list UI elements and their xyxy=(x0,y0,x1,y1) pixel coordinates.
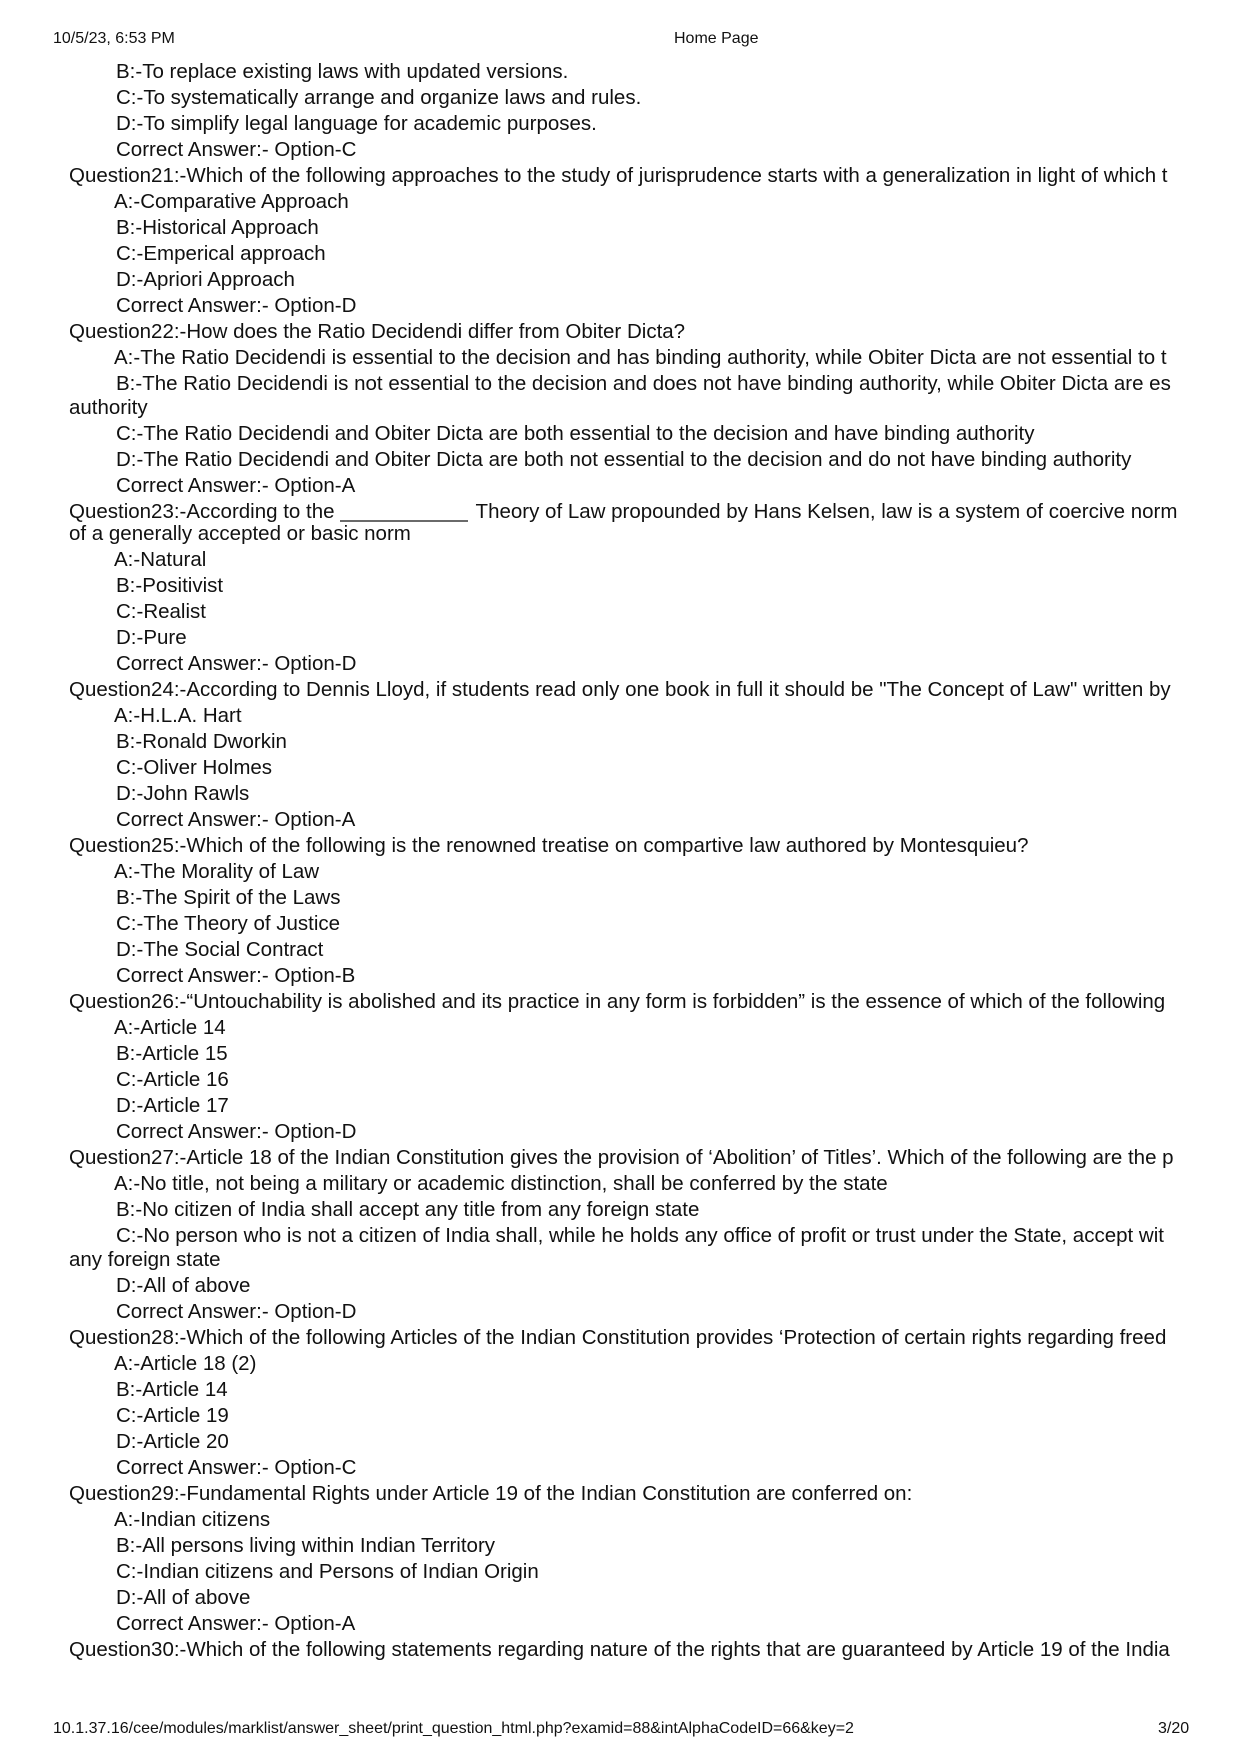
correct-answer: Correct Answer:- Option-A xyxy=(116,474,356,497)
correct-answer: Correct Answer:- Option-C xyxy=(116,138,357,161)
option-a: A:-Comparative Approach xyxy=(114,190,349,213)
correct-answer: Correct Answer:- Option-A xyxy=(116,808,356,831)
correct-answer: Correct Answer:- Option-A xyxy=(116,1612,356,1635)
option-c: C:-The Ratio Decidendi and Obiter Dicta are both essential to the decision and have binding authority xyxy=(116,422,1035,445)
option-b: B:-No citizen of India shall accept any title from any foreign state xyxy=(116,1198,700,1221)
option-a: A:-The Ratio Decidendi is essential to the decision and has binding authority, while Obiter Dicta are not essential to t xyxy=(114,346,1167,369)
option-b: B:-To replace existing laws with updated versions. xyxy=(116,60,569,83)
option-d: D:-To simplify legal language for academic purposes. xyxy=(116,112,597,135)
option-d: D:-The Ratio Decidendi and Obiter Dicta are both not essential to the decision and do not have binding authority xyxy=(116,448,1132,471)
option-c-continuation: any foreign state xyxy=(69,1248,221,1271)
question-28: Question28:-Which of the following Articles of the Indian Constitution provides ‘Protection of certain rights regarding freed xyxy=(69,1326,1167,1349)
question-22: Question22:-How does the Ratio Decidendi differ from Obiter Dicta? xyxy=(69,320,686,343)
question-text-start: Question23:-According to the xyxy=(69,500,341,523)
option-b-continuation: authority xyxy=(69,396,148,419)
option-b: B:-Ronald Dworkin xyxy=(116,730,287,753)
correct-answer: Correct Answer:- Option-D xyxy=(116,294,357,317)
option-c: C:-Article 19 xyxy=(116,1404,229,1427)
question-23 xyxy=(0,499,1190,523)
question-27: Question27:-Article 18 of the Indian Constitution gives the provision of ‘Abolition’ of Titles’. Which of the following are the p xyxy=(69,1146,1174,1169)
option-d: D:-Article 17 xyxy=(116,1094,229,1117)
question-24: Question24:-According to Dennis Lloyd, if students read only one book in full it should be "The Concept of Law" written by xyxy=(69,678,1171,701)
question-29: Question29:-Fundamental Rights under Article 19 of the Indian Constitution are conferred on: xyxy=(69,1482,913,1505)
page-title: Home Page xyxy=(674,30,759,47)
correct-answer: Correct Answer:- Option-D xyxy=(116,1300,357,1323)
option-c: C:-Realist xyxy=(116,600,206,623)
option-a: A:-Indian citizens xyxy=(114,1508,271,1531)
option-d: D:-All of above xyxy=(116,1274,251,1297)
option-a: A:-Article 14 xyxy=(114,1016,226,1039)
option-c: C:-No person who is not a citizen of India shall, while he holds any office of profit or trust under the State, accept wit xyxy=(116,1224,1164,1247)
question-23-continuation: of a generally accepted or basic norm xyxy=(69,522,411,545)
option-b: B:-All persons living within Indian Territory xyxy=(116,1534,496,1557)
question-30: Question30:-Which of the following statements regarding nature of the rights that are guaranteed by Article 19 of the India xyxy=(69,1638,1170,1661)
option-d: D:-Article 20 xyxy=(116,1430,229,1453)
print-datetime: 10/5/23, 6:53 PM xyxy=(53,30,175,47)
page-number: 3/20 xyxy=(1158,1720,1190,1737)
option-b: B:-The Spirit of the Laws xyxy=(116,886,341,909)
option-b: B:-Historical Approach xyxy=(116,216,319,239)
option-b: B:-Article 14 xyxy=(116,1378,228,1401)
option-d: D:-Apriori Approach xyxy=(116,268,295,291)
option-d: D:-The Social Contract xyxy=(116,938,324,961)
question-25: Question25:-Which of the following is the renowned treatise on compartive law authored by Montesquieu? xyxy=(69,834,1029,857)
option-a: A:-Article 18 (2) xyxy=(114,1352,257,1375)
correct-answer: Correct Answer:- Option-D xyxy=(116,1120,357,1143)
option-a: A:-H.L.A. Hart xyxy=(114,704,242,727)
option-b: B:-The Ratio Decidendi is not essential to the decision and does not have binding authority, while Obiter Dicta are es xyxy=(116,372,1171,395)
option-c: C:-Indian citizens and Persons of Indian Origin xyxy=(116,1560,539,1583)
option-b: B:-Positivist xyxy=(116,574,224,597)
correct-answer: Correct Answer:- Option-C xyxy=(116,1456,357,1479)
question-text-end: Theory of Law propounded by Hans Kelsen, law is a system of coercive norm xyxy=(470,500,1178,523)
option-d: D:-All of above xyxy=(116,1586,251,1609)
question-26: Question26:-“Untouchability is abolished and its practice in any form is forbidden” is the essence of which of the following xyxy=(69,990,1166,1013)
question-21: Question21:-Which of the following approaches to the study of jurisprudence starts with a generalization in light of which t xyxy=(69,164,1168,187)
option-c: C:-Emperical approach xyxy=(116,242,326,265)
correct-answer: Correct Answer:- Option-D xyxy=(116,652,357,675)
option-b: B:-Article 15 xyxy=(116,1042,228,1065)
option-c: C:-The Theory of Justice xyxy=(116,912,341,935)
page-url: 10.1.37.16/cee/modules/marklist/answer_sheet/print_question_html.php?examid=88&intAlphaCodeID=66&key=2 xyxy=(53,1720,854,1737)
option-c: C:-Article 16 xyxy=(116,1068,229,1091)
option-d: D:-John Rawls xyxy=(116,782,250,805)
option-d: D:-Pure xyxy=(116,626,187,649)
option-a: A:-Natural xyxy=(114,548,207,571)
option-c: C:-Oliver Holmes xyxy=(116,756,273,779)
question-list xyxy=(0,59,1190,1699)
option-a: A:-No title, not being a military or academic distinction, shall be conferred by the state xyxy=(114,1172,888,1195)
correct-answer: Correct Answer:- Option-B xyxy=(116,964,356,987)
option-a: A:-The Morality of Law xyxy=(114,860,320,883)
option-c: C:-To systematically arrange and organize laws and rules. xyxy=(116,86,642,109)
